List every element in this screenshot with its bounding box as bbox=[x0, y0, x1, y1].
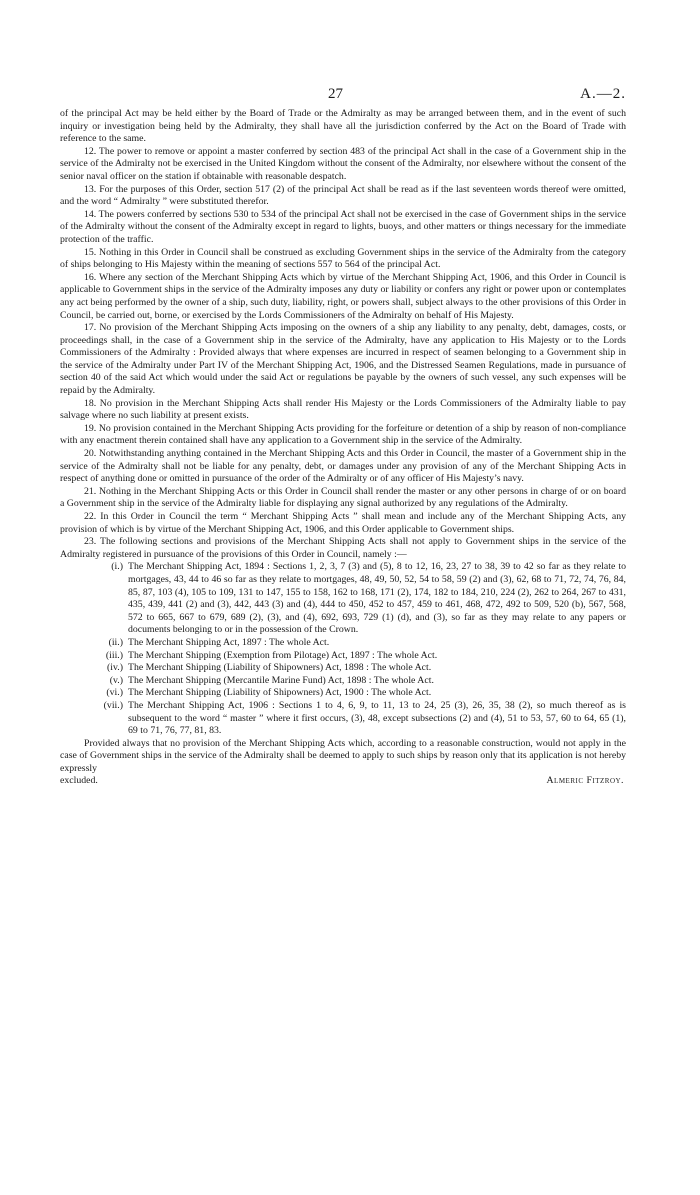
list-item-text: The Merchant Shipping Act, 1897 : The whole Act. bbox=[128, 636, 330, 648]
paragraph-12: 12. The power to remove or appoint a master conferred by section 483 of the principal Act shall in the case of a Government ship in the service of the Admiralty not be exercised in the United Kingdom without the consent of the Admiralty, nor elsewhere without the consent of the senior naval officer on the station if obtainable with reasonable despatch. bbox=[60, 145, 626, 182]
paragraph-18: 18. No provision in the Merchant Shipping Acts shall render His Majesty or the Lords Commissioners of the Admiralty liable to pay salvage where no such liability at present exists. bbox=[60, 397, 626, 422]
paragraph-20: 20. Notwithstanding anything contained in the Merchant Shipping Acts and this Order in Council, the master of a Government ship in the service of the Admiralty shall not be liable for any penalty, debt, or damages under any provision of any of the Merchant Shipping Acts in respect of anything done or omitted in pursuance of the order of the Admiralty or of any officer of His Majesty’s navy. bbox=[60, 448, 626, 485]
list-item-number: (iv.) bbox=[107, 662, 123, 674]
list-item-number: (vii.) bbox=[103, 699, 123, 711]
excluded-provisions-list bbox=[60, 561, 626, 737]
list-item-text: The Merchant Shipping Act, 1894 : Sections 1, 2, 3, 7 (3) and (5), 8 to 12, 16, 23, 27 to 38, 39 to 42 so far as they relate to mortgages, 43, 44 to 46 so far as they relate to mortgages, 48, 49, 50, 52, 54 to 58, 59 (2) and (3), 62, 68 to 71, 72, 74, 76, 84, 85, 87, 103 (4), 105 to 109, 131 to 147, 155 to 158, 162 to 168, 171 (2), 174, 182 to 184, 210, 224 (2), 262 to 264, 267 to 431, 435, 439, 441 (2) and (3), 442, 443 (3) and (4), 444 to 450, 452 to 457, 459 to 461, 468, 472, 492 to 509, 520 (b), 567, 568, 572 to 665, 667 to 679, 689 (2), (3), and (4), 692, 693, 729 (1) (d), and (3), so far as they may relate to any papers or documents belonging to or in the possession of the Crown. bbox=[128, 561, 626, 636]
paragraph-19: 19. No provision contained in the Merchant Shipping Acts providing for the forfeiture or detention of a ship by reason of non-compliance with any enactment therein contained shall have any application to a Government ship in the service of the Admiralty. bbox=[60, 422, 626, 447]
list-item-text: The Merchant Shipping (Exemption from Pilotage) Act, 1897 : The whole Act. bbox=[128, 649, 438, 661]
signature: Almeric Fitzroy. bbox=[546, 775, 624, 787]
list-item bbox=[60, 675, 626, 688]
page-number: 27 bbox=[328, 86, 343, 102]
list-item bbox=[60, 650, 626, 663]
list-item bbox=[60, 561, 626, 637]
paragraph-22: 22. In this Order in Council the term “ Merchant Shipping Acts ” shall mean and include any of the Merchant Shipping Acts, any provision of which is by virtue of the Merchant Shipping Act, 1906, and this Order applicable to Government ships. bbox=[60, 511, 626, 535]
paragraph-16: 16. Where any section of the Merchant Shipping Acts which by virtue of the Merchant Shipping Act, 1906, and this Order in Council is applicable to Government ships in the service of the Admiralty imposes any duty or liability or confers any right or power upon or contemplates any act being performed by the owner of a ship, such duty, liability, right, or powers shall, subject always to the other provisions of this Order in Council, be carried out, borne, or exercised by the Lords Commissioners of the Admiralty on behalf of His Majesty. bbox=[60, 271, 626, 321]
list-item-number: (v.) bbox=[109, 674, 123, 686]
page-header bbox=[0, 86, 700, 106]
list-item bbox=[60, 637, 626, 650]
document-reference: A.—2. bbox=[580, 86, 626, 102]
paragraph-13: 13. For the purposes of this Order, section 517 (2) of the principal Act shall be read as if the last seventeen words thereof were omitted, and the word “ Admiralty ” were substituted therefor. bbox=[60, 183, 626, 208]
list-item bbox=[60, 662, 626, 675]
paragraph-17: 17. No provision of the Merchant Shipping Acts imposing on the owners of a ship any liability to any penalty, debt, damages, costs, or proceedings shall, in the case of a Government ship in the service of the Admiralty, have any application to His Majesty or to the Lords Commissioners of the Admiralty : Provided always that where expenses are incurred in respect of seamen belonging to a Government ship in the service of the Admiralty under Part IV of the Merchant Shipping Act, 1906, and the Distressed Seamen Regulations, made in pursuance of section 40 of the said Act which would under the said Act or regulations be payable by the owners of such vessel, any such expenses will be repaid by the Admiralty. bbox=[60, 322, 626, 397]
paragraph-23: 23. The following sections and provisions of the Merchant Shipping Acts shall not apply to Government ships in the service of the Admiralty registered in pursuance of the provisions of this Order in Council, namely :— bbox=[60, 536, 626, 560]
list-item-text: The Merchant Shipping Act, 1906 : Sections 1 to 4, 6, 9, to 11, 13 to 24, 25 (3), 26, 35, 38 (2), so much thereof as is subsequent to the word “ master ” where it first occurs, (3), 48, except subsections (2) and (4), 51 to 53, 57, 60 to 64, 65 (1), 69 to 71, 76, 77, 81, 83. bbox=[128, 699, 626, 737]
list-item-number: (ii.) bbox=[108, 636, 123, 648]
list-item bbox=[60, 700, 626, 738]
paragraph-21: 21. Nothing in the Merchant Shipping Acts or this Order in Council shall render the master or any other persons in charge of or on board a Government ship in the service of the Admiralty liable for displaying any signal authorized by any regulations of the Admiralty. bbox=[60, 485, 626, 510]
closing-proviso: Provided always that no provision of the Merchant Shipping Acts which, according to a reasonable construction, would not apply in the case of Government ships in the service of the Admiralty shall be deemed to apply to such ships by reason only that its application is not hereby expressly bbox=[60, 737, 626, 774]
list-item-text: The Merchant Shipping (Liability of Shipowners) Act, 1900 : The whole Act. bbox=[128, 687, 432, 699]
list-item-text: The Merchant Shipping (Liability of Shipowners) Act, 1898 : The whole Act. bbox=[128, 662, 432, 674]
document-body bbox=[60, 108, 626, 788]
list-item-text: The Merchant Shipping (Mercantile Marine Fund) Act, 1898 : The whole Act. bbox=[128, 674, 434, 686]
closing-proviso-end: excluded. bbox=[60, 775, 98, 787]
paragraph-continuation: of the principal Act may be held either by the Board of Trade or the Admiralty as may be arranged between them, and in the event of such inquiry or investigation being held by the Admiralty, they shall have all the jurisdiction conferred by the Act on the Board of Trade with reference to the same. bbox=[60, 108, 626, 145]
paragraph-14: 14. The powers conferred by sections 530 to 534 of the principal Act shall not be exercised in the case of Government ships in the service of the Admiralty without the consent of the Admiralty except in regard to lights, buoys, and other matters or things necessary for the immediate protection of the traffic. bbox=[60, 208, 626, 245]
paragraph-15: 15. Nothing in this Order in Council shall be construed as excluding Government ships in the service of the Admiralty from the category of ships belonging to His Majesty within the meaning of sections 557 to 564 of the principal Act. bbox=[60, 246, 626, 271]
list-item bbox=[60, 687, 626, 700]
list-item-number: (i.) bbox=[111, 561, 123, 573]
list-item-number: (vi.) bbox=[106, 687, 123, 699]
signature-row bbox=[60, 775, 626, 788]
list-item-number: (iii.) bbox=[105, 649, 123, 661]
